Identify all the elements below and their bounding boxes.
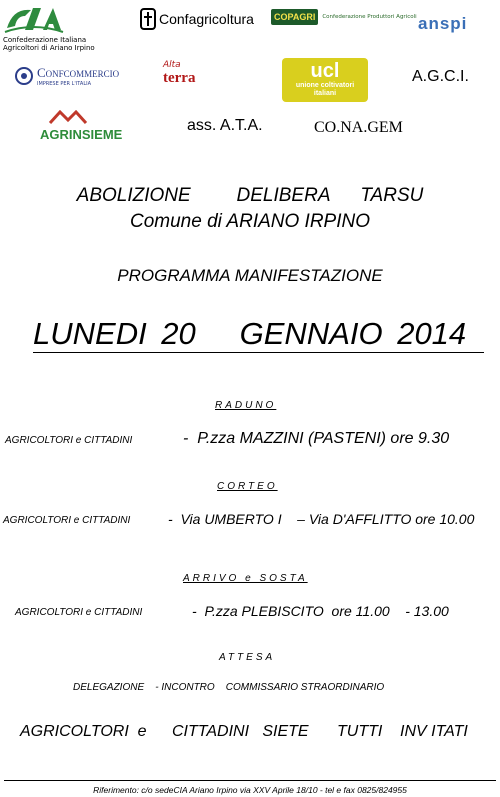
confcommercio-name: Confcommercio — [37, 65, 120, 80]
agrinsieme-emblem-icon — [48, 110, 88, 124]
raduno-location: - P.zza MAZZINI (PASTENI) ore 9.30 — [183, 430, 450, 447]
section-title-attesa: ATTESA — [219, 652, 276, 663]
section-title-raduno: RADUNO — [215, 400, 277, 411]
footer-divider — [4, 780, 496, 781]
arrivo-participants: AGRICOLTORI e CITTADINI — [15, 607, 143, 618]
closing-word-citizens: CITTADINI SIETE — [172, 723, 309, 740]
title-municipality: Comune di ARIANO IRPINO — [129, 211, 371, 232]
cia-caption-line2: Agricoltori di Ariano Irpino — [3, 44, 95, 52]
ucl-subtitle-line1: unione coltivatori — [295, 82, 355, 89]
ucl-logo — [282, 58, 368, 102]
copagri-subtitle: Confederazione Produttori Agricoli — [322, 14, 417, 20]
arrivo-location: - P.zza PLEBISCITO ore 11.00 - 13.00 — [192, 603, 449, 619]
event-date: LUNEDI 20 GENNAIO 2014 — [33, 316, 484, 353]
agrinsieme-name: AGRINSIEME — [40, 127, 123, 142]
confcommercio-emblem-icon — [14, 64, 34, 88]
anspi-logo: anspi — [418, 14, 468, 33]
cia-caption-line1: Confederazione Italiana — [3, 36, 87, 44]
closing-word-all: TUTTI — [337, 723, 383, 740]
alta-terra-logo — [163, 60, 195, 87]
closing-word-invited: INV ITATI — [400, 723, 468, 740]
copagri-mark: COPAGRI — [271, 9, 318, 25]
corteo-route: - Via UMBERTO I – Via D'AFFLITTO ore 10.00 — [168, 511, 475, 527]
title-abolition: ABOLIZIONE DELIBERA TARSU — [76, 185, 424, 206]
alta-terra-prefix: Alta — [163, 60, 181, 70]
confagricoltura-emblem-icon — [140, 8, 156, 30]
section-title-arrivo: ARRIVO e SOSTA — [183, 573, 308, 584]
confagricoltura-logo — [140, 8, 254, 30]
footer-reference: Riferimento: c/o sedeCIA Ariano Irpino via XXV Aprile 18/10 - tel e fax 0825/824955 — [93, 785, 407, 795]
alta-terra-name: terra — [163, 70, 196, 86]
raduno-participants: AGRICOLTORI e CITTADINI — [5, 435, 133, 446]
copagri-logo — [271, 9, 417, 25]
conagem-logo: CO.NA.GEM — [314, 119, 403, 136]
attesa-delegation: DELEGAZIONE - INCONTRO COMMISSARIO STRAORDINARIO — [73, 682, 385, 693]
ucl-name: ucl — [310, 60, 340, 82]
confcommercio-logo — [14, 64, 119, 88]
ata-logo: ass. A.T.A. — [187, 117, 263, 134]
section-title-corteo: CORTEO — [217, 481, 278, 492]
cia-logo — [3, 2, 65, 36]
closing-word-farmers: AGRICOLTORI e — [20, 723, 147, 740]
agci-logo: A.G.C.I. — [412, 68, 469, 85]
agrinsieme-logo — [40, 110, 122, 143]
program-heading: PROGRAMMA MANIFESTAZIONE — [117, 266, 383, 285]
corteo-participants: AGRICOLTORI e CITTADINI — [3, 515, 131, 526]
confcommercio-subtitle: IMPRESE PER L'ITALIA — [37, 81, 91, 87]
ucl-subtitle-line2: italiani — [313, 90, 337, 97]
confagricoltura-name: Confagricoltura — [159, 11, 254, 27]
